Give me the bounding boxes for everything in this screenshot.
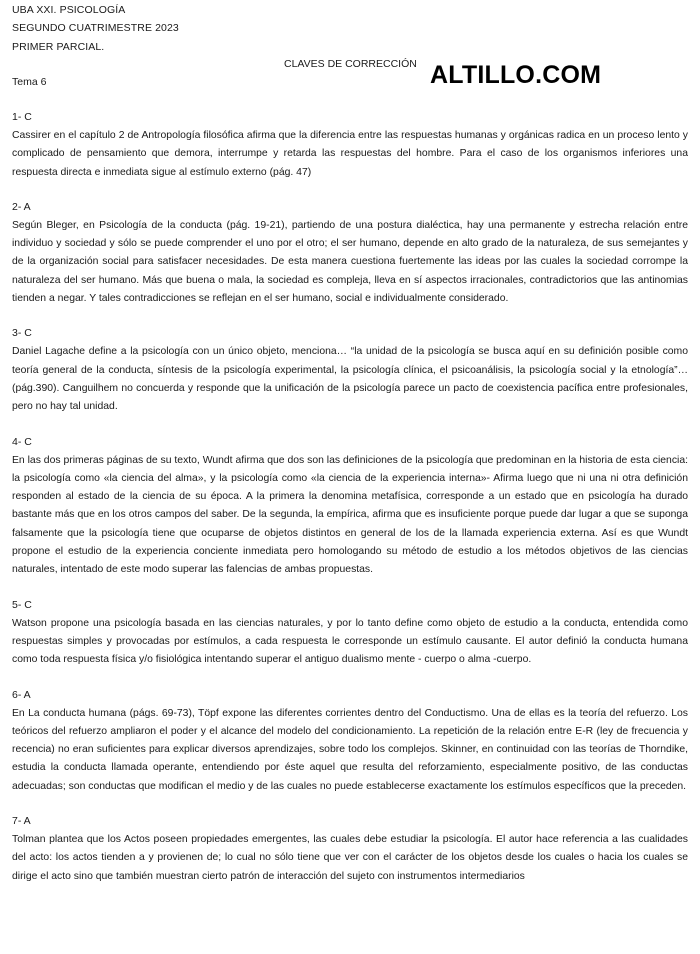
header-term: SEGUNDO CUATRIMESTRE 2023 <box>12 22 179 34</box>
answer-item <box>12 199 688 308</box>
answer-text: Daniel Lagache define a la psicología con un único objeto, menciona… “la unidad de la psicología se busca aquí en su definición posible como teoría general de la conducta, síntesis de la psicología experimental, la psicología clínica, el psicoanálisis, la psicología social y la etnología”… (pág.390). Canguilhem no concuerda y responde que la unificación de la psicología parece un pacto de coexistencia pacífica entre profesionales, pero no hay tal unidad. <box>12 346 688 413</box>
answer-number: 1- C <box>12 111 32 123</box>
answer-text: Tolman plantea que los Actos poseen propiedades emergentes, las cuales debe estudiar la psicología. El autor hace referencia a las cualidades del acto: los actos tienden a y provienen de; lo cual no sólo tiene que ver con el carácter de los objetos desde los cuales o hacia los cuales se dirige el acto sino que también muestran cierto patrón de interacción del sujeto con instrumentos intermediarios <box>12 834 688 882</box>
site-logo: ALTILLO.COM <box>430 61 602 89</box>
answer-item <box>12 597 688 670</box>
answer-text: En La conducta humana (págs. 69-73), Töpf expone las diferentes corrientes dentro del Conductismo. Una de ellas es la teoría del refuerzo. Los teóricos del refuerzo ampliaron el poder y el alcance del modelo del condicionamiento. La repetición de la relación entre E-R (ley de frecuencia y recencia) no eran suficientes para explicar diversos aprendizajes, sobre todo los complejos. Skinner, en continuidad con las teorías de Thorndike, estudia la conducta llamada operante, entendiendo por éste aquel que resulta del reforzamiento, especialmente positivo, de las conductas adecuadas; son conductas que modifican el medio y de las cuales no puede establecerse exactamente los estímulos específicos que la preceden. <box>12 707 688 792</box>
answer-text: Cassirer en el capítulo 2 de Antropología filosófica afirma que la diferencia entre las respuestas humanas y orgánicas radica en un proceso lento y complicado de pensamiento que demora, interrumpe y retarda las respuestas del hombre. Para el caso de los organismos inferiores una respuesta directa e inmediata sigue al estímulo externo (pág. 47) <box>12 130 688 178</box>
exam-topic: Tema 6 <box>12 76 47 88</box>
answer-number: 2- A <box>12 200 31 213</box>
answer-item <box>12 434 688 580</box>
answer-number: 3- C <box>12 327 32 340</box>
header-exam: PRIMER PARCIAL. <box>12 41 105 53</box>
answer-item <box>12 687 688 796</box>
answer-number: 7- A <box>12 815 31 828</box>
answer-item <box>12 325 688 416</box>
answer-text: Según Bleger, en Psicología de la conducta (pág. 19-21), partiendo de una postura dialéctica, hay una permanente y estrecha relación entre individuo y sociedad y sólo se puede comprender el uno por el otro; el ser humano, depende en alto grado de la naturaleza, de sus semejantes y de la organización social para satisfacer necesidades. De esta manera cuestiona fuertemente las ideas por las cuales la sociedad corrompe la naturaleza del ser humano. Más que buena o mala, la sociedad es compleja, lleva en sí aspectos irracionales, contradictorios que las antinomias tienden a negar. Y tales contradicciones se reflejan en el ser humano, social e individualmente considerado. <box>12 219 688 305</box>
header-institution: UBA XXI. PSICOLOGÍA <box>12 4 126 16</box>
answer-item <box>12 813 688 886</box>
answers-list <box>12 109 688 903</box>
answer-text: En las dos primeras páginas de su texto, Wundt afirma que dos son las definiciones de la psicología que predominan en la historia de esta ciencia: la psicología como «la ciencia del alma», y la psicología como «la ciencia de la experiencia interna»- Afirma luego que ni una ni otra definición responden al estado de la ciencia de su época. A la primera la denomina metafísica, corresponde a un estado que en psicología ha durado bastante más que en los otros campos del saber. De la segunda, la empírica, afirma que es insuficiente porque puede dar lugar a que se suponga falsamente que la psicología tiene que ocuparse de objetos distintos en general de los de la llamada experiencia externa. Así es que Wundt propone el estudio de la experiencia conciente inmediata pero homologando su método de estudio a los métodos objetivos de las ciencias naturales, intentado de este modo superar las falencias de ambas propuestas. <box>12 454 688 576</box>
section-title: CLAVES DE CORRECCIÓN <box>284 58 417 70</box>
answer-number: 6- A <box>12 688 31 701</box>
answer-item <box>12 109 688 182</box>
answer-number: 5- C <box>12 598 32 611</box>
answer-text: Watson propone una psicología basada en las ciencias naturales, y por lo tanto define como objeto de estudio a la conducta, entendida como respuestas simples y provocadas por estímulos, a cada respuesta le corresponde un estímulo causante. El autor definió la conducta humana como toda respuesta física y/o fisiológica intentando superar el antiguo dualismo mente - cuerpo o alma -cuerpo. <box>12 617 688 666</box>
answer-number: 4- C <box>12 435 32 448</box>
